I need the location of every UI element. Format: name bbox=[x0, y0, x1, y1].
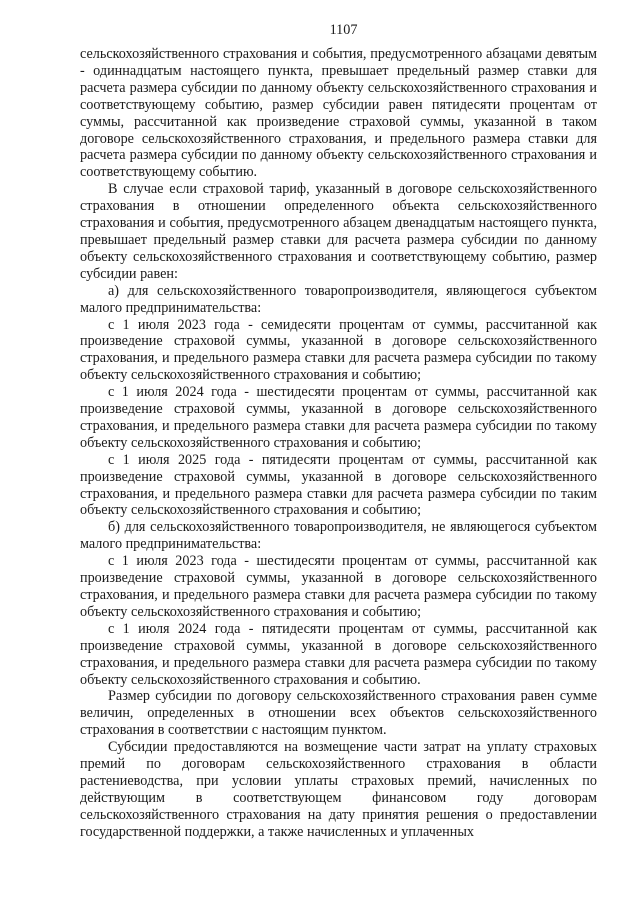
document-page bbox=[80, 22, 597, 841]
paragraph: с 1 июля 2023 года - шестидесяти процентам от суммы, рассчитанной как произведение страховой суммы, указанной в договоре сельскохозяйственного страхования, и предельного размера ставки для расчета размера субсидии по такому объекту сельскохозяйственного страхования и событию; bbox=[80, 553, 597, 620]
paragraph: с 1 июля 2025 года - пятидесяти процентам от суммы, рассчитанной как произведение страховой суммы, указанной в договоре сельскохозяйственного страхования, и предельного размера ставки для расчета размера субсидии по таким объекту сельскохозяйственного страхования и событию; bbox=[80, 451, 597, 519]
paragraph: В случае если страховой тариф, указанный в договоре сельскохозяйственного страхования в отношении определенного объекта сельскохозяйственного страхования и события, предусмотренного абзацем двенадцатым настоящего пункта, превышает предельный размер ставки для расчета размера субсидии по данному объекту сельскохозяйственного страхования и соответствующему событию, размер субсидии равен: bbox=[80, 181, 597, 282]
paragraph: а) для сельскохозяйственного товаропроизводителя, являющегося субъектом малого предпринимательства: bbox=[80, 282, 597, 316]
paragraph: Субсидии предоставляются на возмещение части затрат на уплату страховых премий по договорам сельскохозяйственного страхования в области растениеводства, при условии уплаты страховых премий, начисленных по действующим в соответствующем финансовом году договорам сельскохозяйственного страхования на дату принятия решения о предоставлении государственной поддержки, а также начисленных и уплаченных bbox=[80, 739, 597, 840]
paragraph: сельскохозяйственного страхования и события, предусмотренного абзацами девятым - одиннадцатым настоящего пункта, превышает предельный размер ставки для расчета размера субсидии по данному объекту сельскохозяйственного страхования и соответствующему событию, размер субсидии равен пятидесяти процентам от суммы, рассчитанной как произведение страховой суммы, указанной в таком договоре сельскохозяйственного страхования, и предельного размера ставки для расчета размера субсидии по данному объекту сельскохозяйственного страхования и соответствующему событию. bbox=[80, 46, 597, 181]
paragraph: б) для сельскохозяйственного товаропроизводителя, не являющегося субъектом малого предпринимательства: bbox=[80, 519, 597, 553]
paragraph: с 1 июля 2024 года - шестидесяти процентам от суммы, рассчитанной как произведение страховой суммы, указанной в договоре сельскохозяйственного страхования, и предельного размера ставки для расчета размера субсидии по такому объекту сельскохозяйственного страхования и событию; bbox=[80, 384, 597, 451]
document-body bbox=[80, 46, 597, 841]
paragraph: с 1 июля 2024 года - пятидесяти процентам от суммы, рассчитанной как произведение страховой суммы, указанной в договоре сельскохозяйственного страхования, и предельного размера ставки для расчета размера субсидии по такому объекту сельскохозяйственного страхования и событию. bbox=[80, 620, 597, 688]
paragraph: Размер субсидии по договору сельскохозяйственного страхования равен сумме величин, определенных в отношении всех объектов сельскохозяйственного страхования в соответствии с настоящим пунктом. bbox=[80, 688, 597, 739]
page-number: 1107 bbox=[329, 22, 358, 38]
paragraph: с 1 июля 2023 года - семидесяти процентам от суммы, рассчитанной как произведение страховой суммы, указанной в договоре сельскохозяйственного страхования, и предельного размера ставки для расчета размера субсидии по такому объекту сельскохозяйственного страхования и событию; bbox=[80, 316, 597, 384]
